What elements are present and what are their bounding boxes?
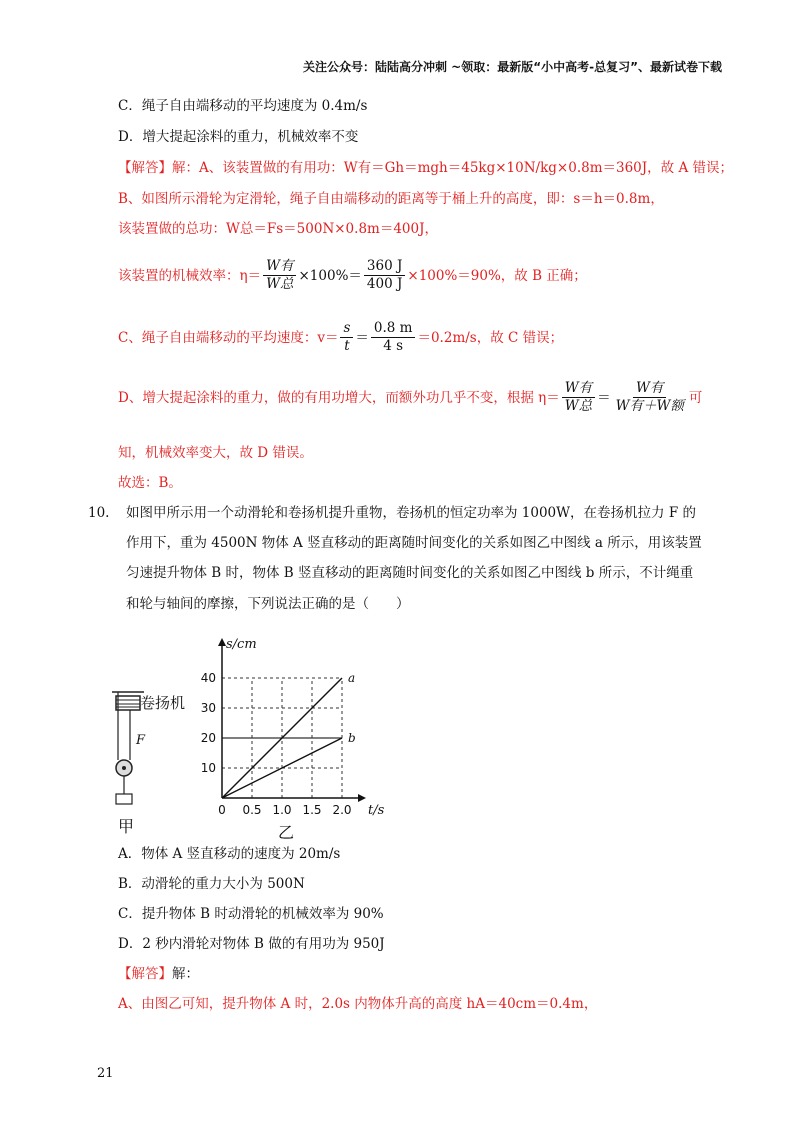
question-line3: 匀速提升物体 B 时，物体 B 竖直移动的距离随时间变化的关系如图乙中图线 b 所示，不计绳重 (126, 565, 694, 581)
d-fraction-2 (613, 380, 687, 415)
answer1-line2: B、如图所示滑轮为定滑轮，绳子自由端移动的距离等于桶上升的高度，即：s＝h＝0.8m， (118, 191, 664, 207)
st-chart (108, 625, 408, 840)
winch-label: 卷扬机 (140, 694, 186, 712)
d-fraction-1 (562, 380, 595, 415)
c-fraction-1 (340, 320, 353, 355)
x-tick-label: 1.5 (302, 803, 322, 817)
c-fraction-2 (371, 320, 416, 355)
option-d: D．2 秒内滑轮对物体 B 做的有用功为 950J (118, 936, 385, 952)
series-label-a: a (348, 671, 356, 685)
c-f2-den: 4 s (383, 338, 404, 354)
answer2-tag-suffix: 解： (172, 966, 199, 982)
figure-caption-yi: 乙 (277, 823, 295, 840)
eff-f1-num: W有 (263, 258, 296, 276)
d-f2-den: W有＋W额 (615, 398, 684, 414)
x-tick-label: 0 (218, 803, 226, 817)
answer2-tag: 【解答】 (118, 966, 172, 982)
y-tick-label: 30 (200, 701, 216, 715)
eff-fraction-2 (364, 258, 405, 293)
x-tick-label: 0.5 (242, 803, 262, 817)
eff-f1-den: W总 (266, 276, 294, 292)
d-formula (118, 380, 702, 415)
d-f1-den: W总 (564, 398, 593, 414)
answer2-tag-line (118, 964, 199, 984)
c-f1-num: s (340, 320, 353, 338)
option-a: A．物体 A 竖直移动的速度为 20m/s (118, 846, 341, 862)
eff-suffix: ×100%＝90%，故 B 正确； (407, 267, 587, 284)
answer1-d-line2: 知，机械效率变大，故 D 错误。 (118, 445, 313, 461)
eff-mid: ×100%＝ (298, 267, 362, 284)
d-suffix: 可 (688, 389, 703, 406)
question-line2: 作用下，重为 4500N 物体 A 竖直移动的距离随时间变化的关系如图乙中图线 a 所示，用该装置 (126, 535, 702, 551)
figure-caption-jia: 甲 (118, 817, 135, 836)
chart-axes (218, 638, 366, 802)
c-f2-num: 0.8 m (371, 320, 416, 338)
y-tick-label: 20 (200, 731, 216, 745)
d-f1-num: W有 (562, 380, 595, 398)
eff-prefix: 该装置的机械效率：η＝ (118, 267, 262, 284)
option-c: C．提升物体 B 时动滑轮的机械效率为 90% (118, 906, 384, 922)
c-suffix: ＝0.2m/s，故 C 错误； (417, 329, 564, 346)
y-tick-label: 10 (200, 761, 216, 775)
c-prefix: C、绳子自由端移动的平均速度：v＝ (118, 329, 339, 346)
d-f2-num: W有 (633, 380, 666, 398)
question-number: 10. (88, 505, 110, 521)
answer1-choose: 故选：B。 (118, 475, 182, 491)
page-header: 关注公众号：陆陆高分冲刺 ~领取：最新版“小中高考-总复习”、最新试卷下载 (303, 60, 722, 74)
eff-f2-num: 360 J (364, 258, 405, 276)
x-tick-label: 2.0 (332, 803, 352, 817)
c-f1-den: t (344, 338, 350, 354)
velocity-formula (118, 320, 563, 355)
series-label-b: b (348, 731, 356, 745)
question-line4: 和轮与轴间的摩擦，下列说法正确的是（ ） (126, 596, 410, 612)
answer-tag: 【解答】 (118, 160, 172, 176)
question-line1: 如图甲所示用一个动滑轮和卷扬机提升重物，卷扬机的恒定功率为 1000W，在卷扬机拉力 F 的 (126, 505, 696, 521)
answer2-line1: A、由图乙可知，提升物体 A 时，2.0s 内物体升高的高度 hA＝40cm＝0.4m， (118, 996, 598, 1012)
answer1-line1 (118, 158, 733, 178)
prev-option-d: D．增大提起涂料的重力，机械效率不变 (118, 129, 359, 145)
y-axis-arrow (218, 638, 226, 646)
answer1-line3: 该装置做的总功：W总＝Fs＝500N×0.8m＝400J， (118, 221, 439, 237)
eff-fraction-1 (263, 258, 296, 293)
force-label: F (136, 733, 146, 748)
eff-f2-den: 400 J (366, 276, 403, 292)
page-number: 21 (97, 1066, 114, 1081)
d-prefix: D、增大提起涂料的重力，做的有用功增大，而额外功几乎不变，根据 η＝ (118, 389, 560, 406)
efficiency-formula (118, 258, 587, 293)
c-eq: ＝ (355, 329, 369, 346)
y-axis-label: s/cm (226, 637, 257, 652)
prev-option-c: C．绳子自由端移动的平均速度为 0.4m/s (118, 98, 368, 114)
answer1-text1: 解：A、该装置做的有用功：W有＝Gh＝mgh＝45kg×10N/kg×0.8m＝360J，故 A 错误； (172, 160, 734, 176)
x-axis-label: t/s (368, 803, 385, 818)
y-tick-label: 40 (200, 671, 216, 685)
x-axis-arrow (358, 794, 366, 802)
d-eq: ＝ (597, 389, 611, 406)
option-b: B．动滑轮的重力大小为 500N (118, 876, 305, 892)
x-tick-label: 1.0 (272, 803, 292, 817)
